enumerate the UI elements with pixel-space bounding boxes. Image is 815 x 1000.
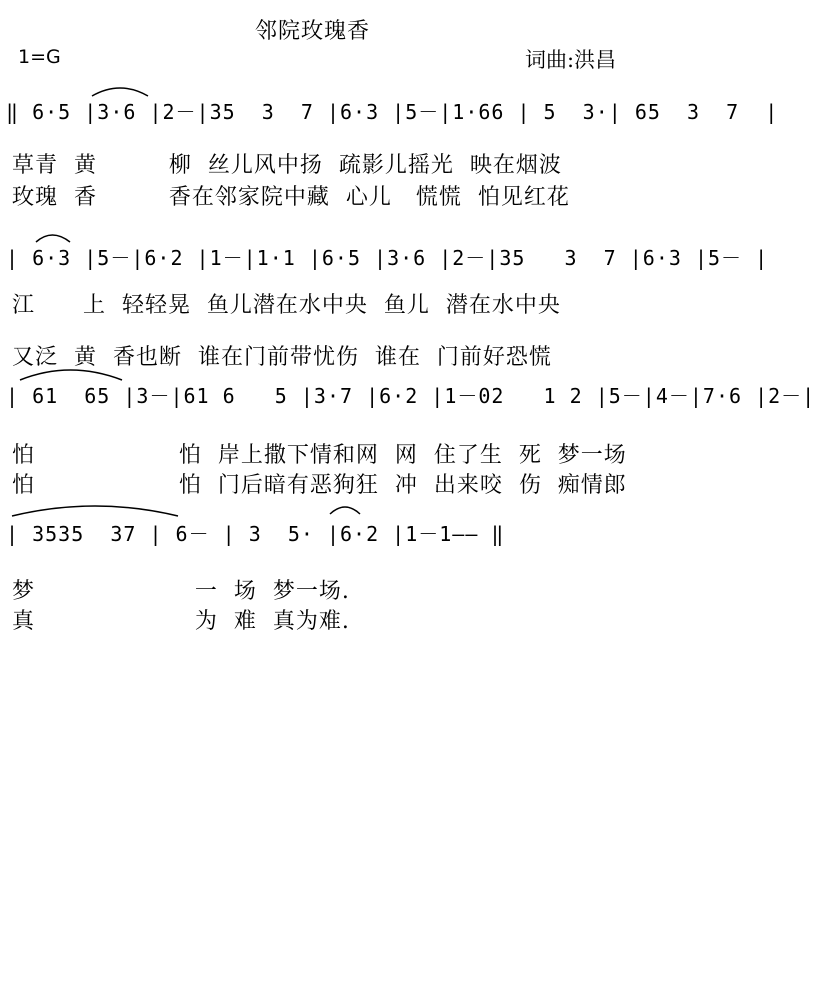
lyrics-verse-2-line-3: 怕 怕 门后暗有恶狗狂 冲 出来咬 伤 痴情郎 xyxy=(12,473,627,498)
notation-line-2: | 6·3 |5－|6·2 |1－|1·1 |6·5 |3·6 |2－|35 3 7 |6·3 |5－ | xyxy=(6,246,769,270)
lyrics-verse-2-line-2: 又泛 黄 香也断 谁在门前带忧伤 谁在 门前好恐慌 xyxy=(12,345,552,370)
notation-line-1: ‖ 6·5 |3·6 |2－|35 3 7 |6·3 |5－|1·66 | 5 3·| 65 3 7 | xyxy=(6,100,779,124)
key-signature: 1=G xyxy=(18,46,61,68)
lyrics-verse-2-line-1: 玫瑰 香 香在邻家院中藏 心儿 慌慌 怕见红花 xyxy=(12,185,570,210)
lyrics-verse-1-line-4: 梦 一 场 梦一场. xyxy=(12,579,350,604)
notation-line-4: | 3535 37 | 6－ | 3 5· |6·2 |1－1—— ‖ xyxy=(6,522,505,546)
lyrics-verse-1-line-3: 怕 怕 岸上撒下情和网 网 住了生 死 梦一场 xyxy=(12,443,627,468)
slur-2 xyxy=(36,235,70,242)
slur-3 xyxy=(20,370,122,380)
slur-1 xyxy=(92,88,148,96)
song-title: 邻院玫瑰香 xyxy=(255,19,371,44)
slur-5 xyxy=(330,507,360,514)
slur-4 xyxy=(12,506,178,516)
lyrics-verse-1-line-2: 江 上 轻轻晃 鱼儿潜在水中央 鱼儿 潜在水中央 xyxy=(12,293,561,318)
notation-line-3: | 61 65 |3－|61 6 5 |3·7 |6·2 |1－02 1 2 |5－|4－|7·6 |2－| xyxy=(6,384,815,408)
credit: 词曲:洪昌 xyxy=(525,48,617,72)
lyrics-verse-1-line-1: 草青 黄 柳 丝儿风中扬 疏影儿摇光 映在烟波 xyxy=(12,153,562,178)
lyrics-verse-2-line-4: 真 为 难 真为难. xyxy=(12,609,350,634)
